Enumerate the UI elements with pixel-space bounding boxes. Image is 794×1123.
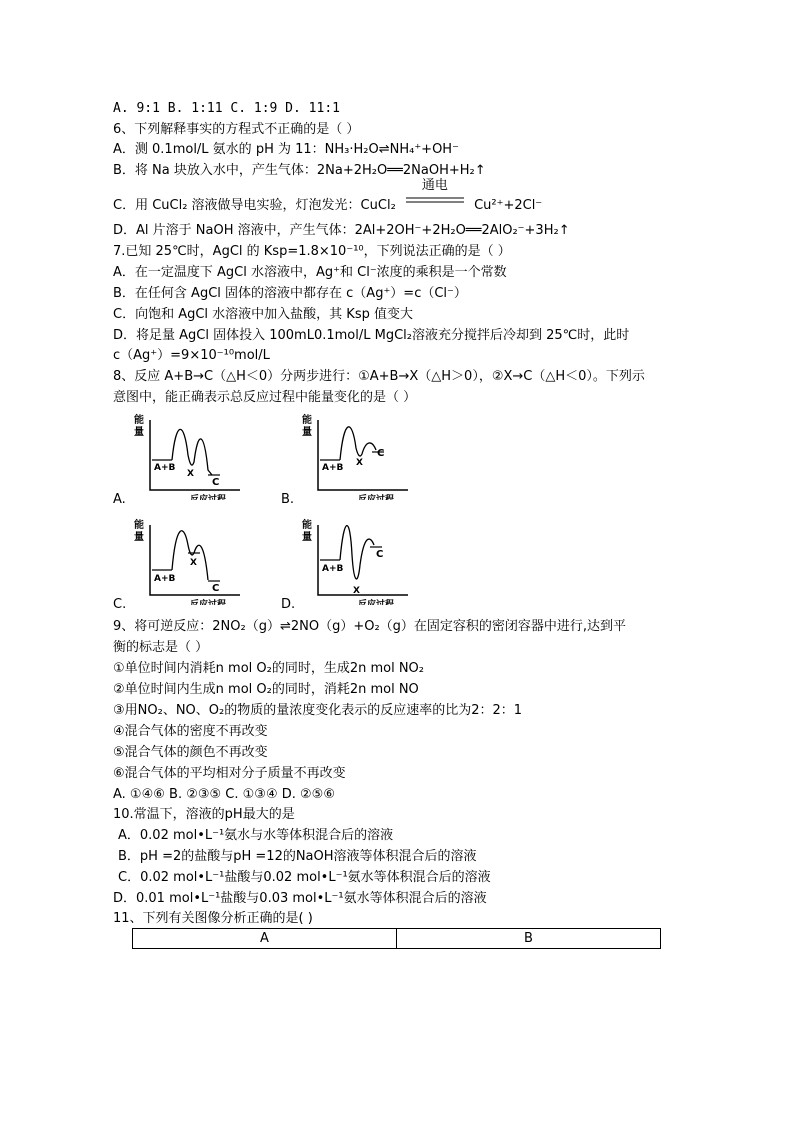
svg-text:A+B: A+B xyxy=(322,564,344,574)
q6-title: 6、下列解释事实的方程式不正确的是（ ） xyxy=(113,122,360,137)
svg-text:量: 量 xyxy=(302,427,312,438)
q9-line2: 衡的标志是（ ） xyxy=(113,640,209,655)
energy-diagram-b xyxy=(300,410,410,504)
q5-options: A. 9:1 B. 1:11 C. 1:9 D. 11:1 xyxy=(113,101,340,116)
energy-diagram-d xyxy=(300,515,410,609)
svg-text:A+B: A+B xyxy=(154,574,176,584)
end-label: C xyxy=(212,477,220,488)
svg-text:C: C xyxy=(212,583,220,594)
q7-option-a: A．在一定温度下 AgCl 水溶液中，Ag⁺和 Cl⁻浓度的乘积是一个常数 xyxy=(113,265,507,280)
q9-item-5: ⑤混合气体的颜色不再改变 xyxy=(113,745,268,760)
ylabel-top: 能 xyxy=(134,415,144,426)
q11-title: 11、下列有关图像分析正确的是( ) xyxy=(113,911,313,926)
q8-line2: 意图中，能正确表示总反应过程中能量变化的是（ ） xyxy=(113,390,417,405)
q7-option-d-cont: c（Ag⁺）=9×10⁻¹⁰mol/L xyxy=(113,348,270,363)
q11-table xyxy=(132,928,661,949)
q6-option-a: A．测 0.1mol/L 氨水的 pH 为 11：NH₃·H₂O⇌NH₄⁺+OH⁻ xyxy=(113,142,459,157)
xlabel: 反应过程 xyxy=(190,495,227,500)
q9-item-6: ⑥混合气体的平均相对分子质量不再改变 xyxy=(113,766,346,781)
q8-option-a-label: A. xyxy=(113,492,126,507)
q8-line1: 8、反应 A+B→C（△H＜0）分两步进行：①A+B→X（△H＞0），②X→C（△H＜0）。下列示 xyxy=(113,369,645,384)
svg-text:反应过程: 反应过程 xyxy=(358,495,395,500)
q10-option-c: C．0.02 mol•L⁻¹盐酸与0.02 mol•L⁻¹氨水等体积混合后的溶液 xyxy=(118,870,491,885)
energy-diagram-c xyxy=(132,515,242,609)
q9-item-1: ①单位时间内消耗n mol O₂的同时，生成2n mol NO₂ xyxy=(113,661,425,676)
table-header-a: A xyxy=(133,929,397,949)
q8-option-b-label: B. xyxy=(281,492,295,507)
svg-text:反应过程: 反应过程 xyxy=(190,600,227,605)
table-header-b: B xyxy=(397,929,661,949)
q6-option-c-text: C．用 CuCl₂ 溶液做导电实验，灯泡发光：CuCl₂ xyxy=(113,198,396,213)
table-row xyxy=(133,929,661,949)
q10-option-d: D．0.01 mol•L⁻¹盐酸与0.03 mol•L⁻¹氨水等体积混合后的溶液 xyxy=(113,891,487,906)
svg-text:反应过程: 反应过程 xyxy=(358,600,395,605)
q10-option-a: A．0.02 mol•L⁻¹氨水与水等体积混合后的溶液 xyxy=(118,828,394,843)
energy-diagram-a xyxy=(132,410,242,504)
q7-option-b: B．在任何含 AgCl 固体的溶液中都存在 c（Ag⁺）=c（Cl⁻） xyxy=(113,286,467,301)
svg-text:能: 能 xyxy=(302,415,312,426)
q8-option-c-label: C. xyxy=(113,597,127,612)
svg-text:A+B: A+B xyxy=(322,463,344,473)
q6-option-d: D．Al 片溶于 NaOH 溶液中，产生气体：2Al+2OH⁻+2H₂O══2AlO₂⁻+3H₂↑ xyxy=(113,223,570,238)
q9-line1: 9、将可逆反应：2NO₂（g）⇌2NO（g）+O₂（g）在固定容积的密闭容器中进行,达到平 xyxy=(113,619,627,634)
q8-option-d-label: D. xyxy=(281,597,296,612)
q9-options: A. ①④⑥ B. ②③⑤ C. ①③④ D. ②⑤⑥ xyxy=(113,787,335,802)
q6-option-c-products: Cu²⁺+2Cl⁻ xyxy=(474,198,543,213)
q6-option-c xyxy=(113,178,543,214)
svg-text:量: 量 xyxy=(302,532,312,543)
svg-text:能: 能 xyxy=(302,520,312,531)
start-label: A+B xyxy=(154,463,176,473)
q6-option-b: B．将 Na 块放入水中，产生气体：2Na+2H₂O══2NaOH+H₂↑ xyxy=(113,163,486,178)
electrolysis-condition: 通电 xyxy=(421,178,448,193)
q10-title: 10.常温下，溶液的pH最大的是 xyxy=(113,807,295,822)
svg-text:X: X xyxy=(353,586,360,596)
double-line-icon xyxy=(400,192,470,209)
q10-option-b: B．pH =2的盐酸与pH =12的NaOH溶液等体积混合后的溶液 xyxy=(118,849,477,864)
ylabel-bottom: 量 xyxy=(134,427,144,438)
svg-text:C: C xyxy=(376,549,384,560)
q7-title: 7.已知 25℃时，AgCl 的 Ksp=1.8×10⁻¹⁰，下列说法正确的是（ ） xyxy=(113,244,511,259)
svg-text:X: X xyxy=(356,458,363,468)
q7-option-c: C．向饱和 AgCl 水溶液中加入盐酸，其 Ksp 值变大 xyxy=(113,307,413,322)
q7-option-d: D．将足量 AgCl 固体投入 100mL0.1mol/L MgCl₂溶液充分搅拌后冷却到 25℃时，此时 xyxy=(113,328,630,343)
svg-text:C: C xyxy=(377,448,385,459)
q9-item-4: ④混合气体的密度不再改变 xyxy=(113,724,268,739)
svg-text:X: X xyxy=(190,558,197,568)
mid-label: X xyxy=(187,469,194,479)
electrolysis-arrow xyxy=(400,178,470,209)
svg-text:能: 能 xyxy=(134,520,144,531)
q9-item-3: ③用NO₂、NO、O₂的物质的量浓度变化表示的反应速率的比为2：2：1 xyxy=(113,703,523,718)
svg-text:量: 量 xyxy=(134,532,144,543)
q9-item-2: ②单位时间内生成n mol O₂的同时，消耗2n mol NO xyxy=(113,682,419,697)
